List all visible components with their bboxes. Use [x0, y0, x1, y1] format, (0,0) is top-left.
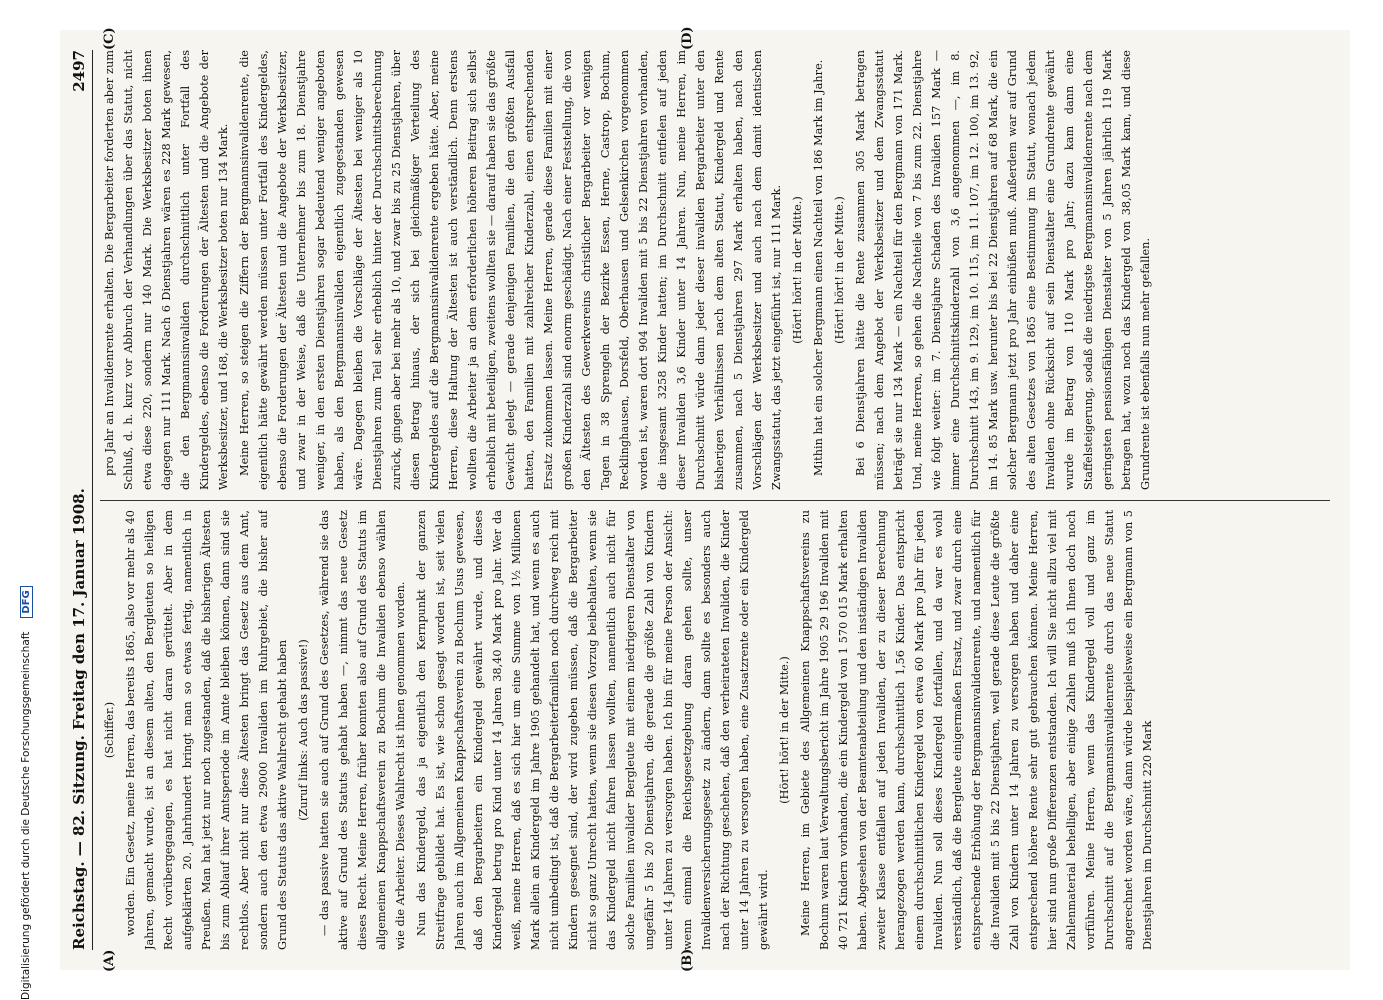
speaker-name: (Schiffer.) [103, 701, 116, 759]
rotated-page-content [60, 26, 1350, 972]
paragraph: pro Jahr an Invalidenrente erhalten. Die Bergarbeiter forderten aber zum Schluß, d. h. kurz vor Abbruch der Verhandlungen über das Statut, nicht etwa diese 220, sondern nur 140 Mark. Die Werksbesitzer boten ihnen dagegen nur 111 Mark. Nach 6 Dienstjahren wären es 228 Mark gewesen, die den Bergmannsinvaliden durchschnittlich unter Fortfall des Kindergeldes, ebenso die Forderungen der Ältesten und die Angebote der Werksbesitzer, und 168, die Werksbesitzer boten nur 134 Mark. [103, 50, 230, 490]
digitization-credit [8, 0, 44, 1000]
paragraph: Mithin hat ein solcher Bergmann einen Nachteil von 186 Mark im Jahre. [812, 59, 825, 476]
digitization-credit-text: Digitalisierung gefördert durch die Deutsche Forschungsgemeinschaft [20, 631, 32, 1000]
paragraph: Bei 6 Dienstjahren hätte die Rente zusammen 305 Mark betragen müssen; nach dem Angebot der Werksbesitzer und dem Zwangsstatut beträgt sie nur 134 Mark — ein Nachteil für den Bergmann von 171 Mark. Und, meine Herren, so gehen die Nachteile von 7 bis zum 22. Dienstjahre wie folgt weiter: im 7. Dienstjahre Schaden des Invaliden 157 Mark — immer eine Durchschnittskinderzahl von 3,6 angenommen —, im 8. Durchschnitt 143, im 9. 129, im 10. 115, im 11. 107, im 12. 100, im 13. 92, im 14. 85 Mark usw. herunter bis bei 22 Dienstjahren auf 68 Mark, die ein solcher Bergmann jetzt pro Jahr einbüßen muß. Außerdem war auf Grund des alten Gesetzes von 1865 eine Bestimmung im Statut, wonach jedem Invaliden ohne Rücksicht auf sein Dienstalter eine Grundrente gewährt wurde im Betrag von 110 Mark pro Jahr; dazu kam dann eine Staffelsteigerung, sodaß die niedrigste Bergmannsinvalidenrente nach dem geringsten pensionsfähigen Dienstalter von 5 Jahren jährlich 119 Mark betragen hat, wozu noch das Kindergeld von 38,05 Mark kam, und diese Grundrente ist ebenfalls nun mehr gefallen. [854, 50, 1152, 490]
paragraph: Meine Herren, so steigen die Ziffern der Bergmannsinvalidenrente, die eigentlich hätte gewährt werden müssen unter Fortfall des Kindergeldes, ebenso die Forderungen der Ältesten und die Angebote der Werksbesitzer, und zwar in der Weise, daß die Unternehmer bis zum 18. Dienstjahre weniger, in den ersten Dienstjahren sogar bedeutend weniger angeboten haben, als den Bergmannsinvaliden eigentlich zugegestanden gewesen wäre. Dagegen bleiben die Vorschläge der Ältesten bei weniger als 10 Dienstjahren zum Teil sehr erheblich hinter der Durchschnittsberechnung zurück, gingen aber bei mehr als 10, und zwar bis zu 25 Dienstjahren, über diesen Betrag hinaus, der sich bei gleichmäßiger Verteilung des Kindergeldes auf die Bergmannsinvalidenrente ergeben hätte. Aber, meine Herren, diese Haltung der Ältesten ist auch verständlich. Denn erstens wollten die Arbeiter ja an dem erforderlichen höheren Beitrag sich selbst erheblich mit beteiligen, zweitens wollten sie — darauf haben sie das größte Gewicht gelegt — gerade denjenigen Familien, die den größten Ausfall hatten, den Familien mit zahlreicher Kinderzahl, einen entsprechenden Ersatz zukommen lassen. Meine Herren, gerade diese Familien mit einer großen Kinderzahl sind enorm geschädigt. Nach einer Feststellung, die von den Ältesten des Gewerkvereins christlicher Bergarbeiter vor wenigen Tagen in 38 Sprengeln der Bezirke Essen, Herne, Castrop, Bochum, Recklinghausen, Dorsfeld, Oberhausen und Gelsenkirchen vorgenommen worden ist, waren dort 904 Invaliden mit 5 bis 22 Dienstjahren vorhanden, die insgesamt 3258 Kinder hatten; im Durchschnitt entfielen auf jeden dieser Invaliden 3,6 Kinder unter 14 Jahren. Nun, meine Herren, im Durchschnitt würde dann jeder dieser invaliden Bergarbeiter unter den bisherigen Verhältnissen nach dem alten Statut, Kindergeld und Rente zusammen, nach 5 Dienstjahren 297 Mark erhalten haben, nach den Vorschlägen der Werksbesitzer und auch nach dem damit identischen Zwangsstatut, das jetzt eingeführt ist, nur 111 Mark. [238, 50, 783, 490]
margin-marker-a: (A) [102, 949, 117, 972]
paragraph: Meine Herren, im Gebiete des Allgemeinen Knappschaftsvereins zu Bochum waren laut Verwaltungsbericht im Jahre 1905 29 196 Invaliden mit 40 721 Kindern vorhanden, die ein Kindergeld von 1 570 015 Mark erhalten haben. Abgesehen von der Beamtenabteilung und den inständigen Invaliden zweiter Klasse entfallen auf jeden Invaliden, der zu dieser Berechnung herangezogen werden kann, durchschnittlich 1,56 Kinder. Das entspricht einem durchschnittlichen Kindergeld von etwa 60 Mark pro Jahr für jeden Invaliden. Nun soll dieses Kindergeld fortfallen, und da war es wohl verständlich, daß die Bergleute einigermaßen Ersatz, und zwar durch eine entsprechende Erhöhung der Bergmannsinvalidenrente, und namentlich für die Invaliden mit 5 bis 22 Dienstjahren, weil gerade diese Leute die größte Zahl von Kindern unter 14 Jahren zu versorgen haben und daher eine entsprechend höhere Rente sehr gut gebrauchen können. Meine Herren, hier sind nun große Differenzen entstanden. Ich will Sie nicht allzu viel mit Zahlenmaterial behelligen, aber einige Zahlen muß ich Ihnen doch noch vorführen. Meine Herren, wenn das Kindergeld voll und ganz im Durchschnitt auf die Bergmannsinvalidenrente durch das neue Statut angerechnet worden wäre, dann würde beispielsweise ein Bergmann von 5 Dienstjahren im Durchschnitt 220 Mark [799, 510, 1154, 950]
interjection: (Hört! hört! in der Mitte.) [833, 196, 846, 344]
margin-marker-d: (D) [680, 26, 695, 50]
column-divider [100, 500, 1330, 501]
digitization-sidebar [0, 0, 36, 1000]
paragraph: Nun das Kindergeld, das ja eigentlich den Kernpunkt der ganzen Streitfrage gebildet hat. Es ist, wie schon gesagt worden ist, seit vielen Jahren auch im Allgemeinen Knappschaftsverein zu Bochum Usus gewesen, daß den Bergarbeitern ein Kindergeld gewährt wurde, und dieses Kindergeld betrug pro Kind unter 14 Jahren 38,40 Mark pro Jahr. Wer da weiß, meine Herren, daß es sich hier um eine Summe von 1½ Millionen Mark allein an Kindergeld im Jahre 1905 gehandelt hat, und wenn es auch nicht umbedingt ist, daß die Bergarbeiterfamilien noch durchweg reich mit Kindern gesegnet sind, der wird zugeben müssen, daß die Bergarbeiter nicht so ganz Unrecht hatten, wenn sie diesen Vorzug beibehalten, wenn sie das Kindergeld nicht fahren lassen wollten, namentlich auch nicht für solche Familien invalider Bergleute mit einem niedrigeren Dienstalter von ungefähr 5 bis 20 Dienstjahren, die gerade die größte Zahl von Kindern unter 14 Jahren zu versorgen haben. Ich bin für meine Person der Ansicht: wenn einmal die Reichsgesetzgebung daran gehen sollte, unser Invalidenversicherungsgesetz zu ändern, dann sollte es besonders auch nach der Richtung geschehen, daß den verheirateten Invaliden, die Kinder unter 14 Jahren zu versorgen haben, eine Zusatzrente oder ein Kindergeld gewährt wird. [415, 510, 770, 950]
page-title: Reichstag. — 82. Sitzung. Freitag den 17. Januar 1908. [70, 488, 88, 950]
page-header [66, 50, 93, 950]
margin-marker-c: (C) [102, 27, 117, 50]
dfg-logo: DFG [20, 586, 33, 617]
interjection: (Zuruf links: Auch das passive!) [297, 639, 310, 821]
left-column [100, 510, 1340, 950]
paragraph: worden. Ein Gesetz, meine Herren, das bereits 1865, also vor mehr als 40 Jahren, gemacht wurde, ist an diesem alten, den Bergleuten so heiligen Recht vorübergegangen, es hat nicht daran gerüttelt. Aber in dem aufgeklärten 20. Jahrhundert bringt man so etwas fertig, namentlich in Preußen. Man hat jetzt nur noch zugestanden, daß die bisherigen Ältesten bis zum Ablauf ihrer Amtsperiode im Amte bleiben können, dann sind sie rechtlos. Aber nicht nur diese Ältesten bringt das Gesetz aus dem Amt, sondern auch den etwa 29000 Invaliden im Ruhrgebiet, die bisher auf Grund des Statuts das aktive Wahlrecht gehabt haben [124, 510, 289, 950]
interjection: (Hört! hört! in der Mitte.) [791, 196, 804, 344]
scanned-page [60, 26, 1350, 972]
right-column [100, 50, 1340, 490]
page-number: 2497 [70, 50, 88, 92]
paragraph: — das passive hatten sie auch auf Grund des Gesetzes, während sie das aktive auf Grund des Statuts gehabt haben —, nimmt das neue Gesetz dieses Recht. Meine Herren, früher konnten also auf Grund des Statuts im allgemeinen Knappschaftsverein zu Bochum die Invaliden ebenso wählen wie die Arbeiter. Dieses Wahlrecht ist ihnen genommen worden. [318, 510, 407, 950]
interjection: (Hört! hört! in der Mitte.) [778, 656, 791, 804]
margin-marker-b: (B) [680, 948, 695, 972]
